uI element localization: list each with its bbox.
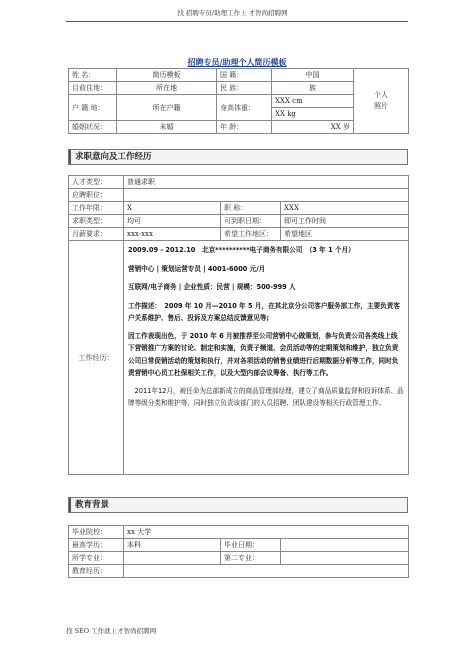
resume-title: 招聘专员/助理个人简历模板 (187, 57, 287, 67)
age-label: 年 龄： (217, 121, 272, 134)
experience-company-line: 2009.09 - 2012.10 北京**********电子商务有限公司 （3 年 1 个月） (128, 246, 355, 254)
page-header: 找 招聘专员/助理工作上 才智尚招聘网 (177, 9, 288, 17)
height-value: XXX cm (272, 95, 354, 108)
title-value: XXX (281, 202, 409, 215)
arrival-value: 即可工作时间 (281, 215, 409, 228)
intent-table (68, 175, 409, 475)
hukou-value: 所在户籍 (117, 95, 217, 121)
photo-label: 个人 照片 (374, 91, 388, 110)
experience-label: 工作经历： (69, 241, 124, 475)
basic-info-table (68, 68, 409, 134)
experience-content (128, 244, 404, 410)
type-value: 均可 (124, 215, 221, 228)
major2-label: 第二专业： (221, 552, 281, 565)
salary-value: xxx-xxx (124, 228, 221, 241)
header-divider (66, 21, 408, 22)
position-label: 应聘职位： (69, 189, 124, 202)
grad-label: 毕业日期： (221, 539, 281, 552)
position-value (124, 189, 409, 202)
ethnic-value: 族 (272, 82, 354, 95)
talent-value: 普通求职 (124, 176, 409, 189)
name-label: 姓 名： (69, 69, 117, 82)
ethnic-label: 民 族： (217, 82, 272, 95)
photo-cell (354, 69, 409, 134)
degree-label: 最高学历： (69, 539, 124, 552)
section-header-education: 教育背景 (68, 497, 408, 513)
history-value (124, 565, 409, 578)
degree-value: 本科 (124, 539, 221, 552)
residence-value: 所在地 (117, 82, 217, 95)
marital-value: 未婚 (117, 121, 217, 134)
name-value: 简历模板 (117, 69, 217, 82)
experience-description: 工作描述： 2009 年 10 月—2010 年 5 月，在其北京分公司客户服务部工作，主要负责客户关系维护、售后、投诉及方案总结反馈意见等; (128, 301, 400, 322)
page-footer: 找 SEO 工作就上才智尚招聘网 (66, 627, 157, 635)
education-table (68, 525, 409, 578)
major-label: 所学专业： (69, 552, 124, 565)
experience-dept-line: 营销中心 | 策划运营专员 | 4001-6000 元/月 (128, 264, 266, 273)
area-label: 希望工作地区： (221, 228, 281, 241)
section-header-intent: 求职意向及工作经历 (68, 149, 408, 165)
major2-value (281, 552, 409, 565)
grad-value (281, 539, 409, 552)
type-label: 求职类型： (69, 215, 124, 228)
experience-industry-line: 互联网/电子商务 | 企业性质：民营 | 规模：500-999 人 (128, 283, 296, 291)
salary-label: 月薪要求： (69, 228, 124, 241)
hukou-label: 户 籍 地： (69, 95, 117, 121)
residence-label: 目前住地： (69, 82, 117, 95)
marital-label: 婚姻状况： (69, 121, 117, 134)
area-value: 希望地区 (281, 228, 409, 241)
years-value: X (124, 202, 221, 215)
nation-value: 中国 (272, 69, 354, 82)
experience-paragraph-2: 因工作表现出色，于 2010 年 6 月被推荐至公司营销中心做策划，参与负责公司各类线上线下营销推广方案的讨论、制定和实施，负责子频道、会员活动等的定期策划和维护，独立负责公司日常促销活动的策划和执行，并对各项活动的销售业绩进行后期数据分析等工作，同时负责营销中心员工杜保相关工作，以及大型内部会议筹备、执行等工作。 (128, 331, 399, 377)
title-label: 职 称： (221, 202, 281, 215)
body-label: 身高体重： (217, 95, 272, 121)
age-value: XX 岁 (272, 121, 354, 134)
school-label: 毕业院校： (69, 526, 124, 539)
arrival-label: 可到职日期： (221, 215, 281, 228)
major-value (124, 552, 221, 565)
weight-value: XX kg (272, 108, 354, 121)
history-label: 教育经历： (69, 565, 124, 578)
experience-cell (124, 241, 409, 475)
school-value: xx 大学 (124, 526, 409, 539)
years-label: 工作年限： (69, 202, 124, 215)
talent-label: 人才类型： (69, 176, 124, 189)
nation-label: 国 籍： (217, 69, 272, 82)
experience-paragraph-3: 2011年12月，被任命为总部新成立的商品管理部经理，建立了商品质量监督和投诉体系、品牌等级分类和维护等，同时独立负责该部门的人员招聘、团队建设等相关行政管理工作。 (128, 386, 404, 407)
